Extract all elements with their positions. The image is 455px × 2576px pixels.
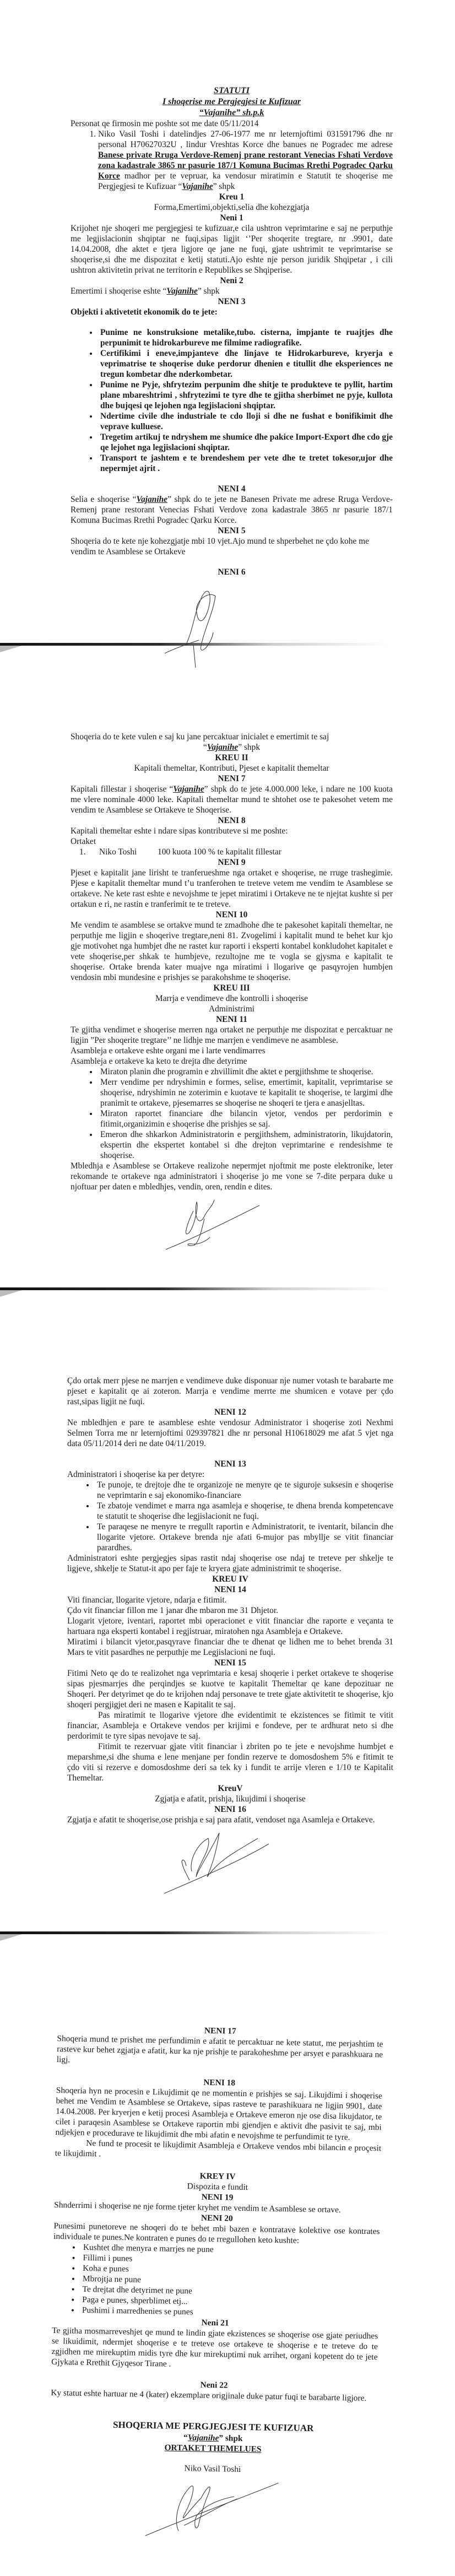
section-subtitle xyxy=(71,993,393,1004)
page-3 xyxy=(67,1376,393,1921)
bullet-list xyxy=(71,327,393,474)
list-item xyxy=(98,1129,393,1161)
page-break xyxy=(0,1931,455,1934)
text-run: Shoqeria hyn ne procesin e Likujdimit qe ne momentin e prishjes se saj. Likujdimi i shoqerise behet me Vendim te Asamblese se Ortakeve, sipas rasteve te parashikuara ne ligjin 9901, date 14.04.2008. Per kryerjen e ketij procesi Asambleja e Ortakeve emeron nje ose disa likujdator, te cilet i paraqesin Asamblese se Ortakeve raportin mbi gjendjen e aktivit dhe pasivit te saj, mbi ndjekjen e procedurave te likujdimit dhe mbi afatin e nevojshme te perfundimit te tyre. xyxy=(55,2085,382,2142)
signature-mark xyxy=(159,1827,302,1921)
shareholder-value: 100 kuota 100 % te kapitalit fillestar xyxy=(158,847,281,857)
company-name: Vajanihe xyxy=(136,495,167,504)
text-run: NENI 8 xyxy=(218,816,246,825)
text-run: Fitimi Neto qe do te realizohet nga veprimtaria e kesaj shoqerie i perket ortakeve te shoqerise sipas pjesmarrjes dhe perqindjes se kuotve te kapitalit Themeltar qe kane depozituar ne Shoqeri. Per detyrimet qe do te krijohen ndaj personave te trete gjate aktivitetit te shoqerise, kjo shoqeri pergjigjet deri ne masen e Kapitalit te saj. xyxy=(67,1669,393,1709)
text-run: Niko Vasil Toshi xyxy=(184,2464,241,2474)
section-heading xyxy=(71,296,393,307)
text-run: Te gjitha vendimet e shoqerise merren nga ortaket ne perputhje me dispozitat e percaktuar ne ligjin ”Per shoqerite tregtare’’ ne lidhje me marrjen e vendimeve ne asamblese. xyxy=(71,1025,393,1045)
page-4 xyxy=(48,2023,383,2573)
paragraph xyxy=(71,536,393,557)
list-item xyxy=(98,1077,393,1108)
text-run: NENI 20 xyxy=(201,2213,233,2223)
paragraph xyxy=(57,2033,383,2070)
spacer xyxy=(71,317,393,327)
section-subtitle xyxy=(71,1004,393,1014)
text-run: Neni 22 xyxy=(200,2380,228,2390)
text-run: Emertimi i shoqerise eshte “ xyxy=(71,286,167,296)
text-run: ” shpk do te jete 4.000.000 leke, i ndare ne 100 kuota me vlere nominale 4000 leke. Kapitali themeltar mund te shtohet ose te pakesohet vetem me vendim te Asamblese se Ortakeve te Shoqerise. xyxy=(71,784,393,815)
text-run: SHOQERIA ME PERGJEGJESI TE KUFIZUAR xyxy=(112,2419,314,2434)
section-heading xyxy=(71,773,393,784)
company-name: Vajanihe xyxy=(207,743,239,752)
text-run: Paga e punes, shperblimet etj... xyxy=(82,2294,188,2307)
text-run: Mbrojtja ne pune xyxy=(82,2274,142,2285)
text-run: Ky statut eshte hartuar ne 4 (kater) ekzemplare origjinale duke patur fuqi te barabarte ligjore. xyxy=(51,2388,367,2403)
section-subtitle xyxy=(67,1794,393,1804)
text-run: NENI 18 xyxy=(203,2077,236,2088)
section-heading xyxy=(71,213,393,223)
paragraph xyxy=(71,286,393,296)
list-item xyxy=(98,129,393,192)
text-run: Pjeset e kapitalit jane lirisht te tranferueshme nga ortaket e shoqerise, ne rruge trashegimie. Pjese e kapitalit themeltar mund t’u tranferohen te treteve vetem me vendim te Asamblese se ortakeve. Ne kete rast eshte e nevojshme te jepet miratimi i Ortakeve ne te njejtat kushte si per ortakun e ri, ne rastin e tranferimit te te treteve. xyxy=(71,868,393,909)
list-item xyxy=(98,1108,393,1129)
text-run: Me vendim te asamblese se ortakve mund te zmadhohe dhe te pakesohet kapitali themeltar, ne perputhje me ligjin e shoqerive tregtare,neni 81. Zvogelimi i kapitalit mund te behet kur kjo gje motivohet nga humbjet dhe ne rastet kur raporti i eksperti kontabel konkludohet kapitalet e vete shoqerise,per shkak te humbjeve, rezultojne me te vogla se gjysma e kapitalit te shoqerise. Ortake brenda kater muajve nga miratimi i llogarive qe pasqyrojen humbjen vendosin mbi mundesine e prishjes se parakohshme te shoqerise. xyxy=(71,921,393,982)
text-run: Emeron dhe shkarkon Administratorin e pergjithshem, administratorin, likujdatorin, ekspertin dhe ekspertet kontabel si dhe drejton veprimtarine e rendesishme te shoqerise. xyxy=(100,1130,393,1160)
paragraph xyxy=(67,1376,393,1407)
text-run: STATUTI xyxy=(214,86,250,95)
text-run: Fillimi i punes xyxy=(83,2253,133,2264)
text-run: Asambleja e ortakeve eshte organi me i larte vendimarres xyxy=(71,1046,266,1056)
text-run: NENI 14 xyxy=(214,1585,246,1594)
text-run: Te paraqese ne menyre te rregullt raportin e Administratorit, te iventarit, bilancin dhe llogarite vjetore. Ortakeve brenda nje afati 6-mujor pas mbyllje se vitit financiar parardhes. xyxy=(97,1522,393,1552)
spacer xyxy=(71,474,393,484)
paragraph xyxy=(71,1025,393,1046)
section-heading xyxy=(71,910,393,920)
text-run: Te punoje, te drejtoje dhe te organizoje ne menyre qe te siguroje suksesin e shoqerise ne veprimtarin e saj ekonomiko-financiare xyxy=(97,1480,393,1500)
text-run: Koha e punes xyxy=(83,2263,129,2274)
text-run: Fitimit te rezervuar gjate vitit financiar i zbriten po te jete e nevojshme humbjet e meparshme,si dhe shuma e lene menjane per fondin rezerve te domosdoshem 5% e fitimit te çdo viti si rezerve e domosdoshme deri sa tek ky i fundit te arrije vleren e 1/10 te Kapitalit Themeltar. xyxy=(67,1742,393,1783)
paragraph xyxy=(67,1710,393,1741)
section-heading xyxy=(71,983,393,993)
section-heading xyxy=(71,567,393,577)
paragraph xyxy=(71,920,393,983)
text-run: Kreu 1 xyxy=(219,192,245,202)
list-item xyxy=(98,411,393,432)
numbered-list xyxy=(71,129,393,192)
text-run: NENI 11 xyxy=(216,1015,247,1024)
text-run: Merr vendime per ndryshimin e formes, selise, emertimit, kapitalit, veprimtarise se shoqerise, ndryshimin ne zoterimin e kuotave te kapitalit te shoqerise, te largimi dhe pranimit te ortakeve, pjesemarres se shoqerise ne shoqeri te tjera e anasjelltas. xyxy=(100,1078,393,1108)
bullet-list xyxy=(52,2242,380,2320)
signature-mark xyxy=(160,1194,304,1288)
text-run: Miraton raportet financiare dhe bilancin vjetor, vendos per perdorimin e fitimit,organizimin e shoqerise dhe prishjes se saj. xyxy=(100,1109,393,1129)
document-title xyxy=(71,96,393,107)
paragraph xyxy=(67,1741,393,1783)
page-2 xyxy=(71,732,393,1288)
text-run: Neni 1 xyxy=(220,213,243,223)
text-run: madhor per te vepruar, ka vendosur miratimin e Statutit te shoqerise me Pergjegjesi te Kufizuar “ xyxy=(98,171,393,191)
signature xyxy=(67,1827,393,1921)
paragraph xyxy=(67,1595,393,1605)
text-run: Punime ne konstruksione metalike,tubo. cisterna, impjante te ruajtjes dhe perpunimit te hidrokarbureve me filmime radiografike. xyxy=(100,328,393,348)
text-run: Viti financiar, llogarite vjetore, ndarja e fitimit. xyxy=(67,1595,227,1605)
text-run: Neni 2 xyxy=(220,276,243,285)
text-run: ” shpk do te jete ne Banesen Private me adrese Rruga Verdove- Remenj prane restorant Venecias Fshati Verdove zona kadastrale 3865 nr pasurie 187/1 Komuna Bucimas Rrethi Pogradec Qarku Korce. xyxy=(71,495,393,525)
paragraph xyxy=(51,2325,378,2373)
section-heading xyxy=(71,275,393,286)
paragraph xyxy=(67,1637,393,1658)
signature-mark xyxy=(139,2475,284,2572)
text-run: Ne mbledhjen e pare te asamblese eshte vendosur Administrator i shoqerise zoti Nexhmi Selmen Torra me nr leternjoftimi 029397821 dhe nr personal H10618029 me afat 5 vjet nga data 05/11/2014 deri ne date 04/11/2019. xyxy=(67,1418,393,1448)
bullet-list xyxy=(71,1067,393,1161)
paragraph xyxy=(71,307,393,317)
page-1 xyxy=(71,85,393,673)
text-run: Ne fund te procesit te likujdimit Asambleja e Ortakeve vendos mbi bilancin e proçesit te likujdimit . xyxy=(55,2138,382,2159)
text-run: Shnderrimi i shoqerise ne nje forme tjeter kryhet me vendim te Asamblese se ortave. xyxy=(54,2200,341,2215)
text-run: Tregetim artikuj te ndryshem me shumice dhe pakice Import-Export dhe cdo gje qe lejohet nga legjislacioni shqiptar. xyxy=(100,432,393,452)
text-run: Pas miratimit te llogarive vjetore dhe evidentimit te ekzistences se fitimit te vitit financiar, Asambleja e Ortakeve vendos per krijimi e fondeve, per te ardhurat neto si dhe perdorimit te tyre sipas nevojave te saj. xyxy=(67,1711,393,1741)
paragraph xyxy=(71,868,393,910)
text-run: NENI 12 xyxy=(214,1408,246,1417)
text-run: NENI 5 xyxy=(218,526,246,535)
section-heading xyxy=(71,484,393,494)
text-run: KREU III xyxy=(213,983,250,993)
text-run: KREU IV xyxy=(212,1574,248,1584)
section-heading xyxy=(67,1584,393,1595)
section-heading xyxy=(71,1014,393,1025)
paragraph xyxy=(71,732,393,742)
paragraph xyxy=(67,1469,393,1480)
paragraph xyxy=(67,1417,393,1449)
section-heading xyxy=(71,857,393,868)
section-heading xyxy=(67,1783,393,1794)
spacer xyxy=(71,557,393,567)
section-subtitle xyxy=(71,202,393,213)
signature xyxy=(48,2474,376,2573)
text-run: Punesimi punetoreve ne shoqeri do te behet mbi bazen e kontratave kolektive ose kontrates individuale te punes.Ne kontraten e punes do te rregullohen keto kushte: xyxy=(53,2221,380,2245)
text-run: KreuV xyxy=(218,1784,243,1793)
section-heading xyxy=(71,753,393,763)
paragraph xyxy=(67,1815,393,1825)
paragraph xyxy=(67,1668,393,1710)
list-item xyxy=(98,453,393,474)
text-run: Personat qe firmosin me poshte sot me date 05/11/2014 xyxy=(71,119,259,128)
address-emphasis: Banese private Rruga Verdove-Remenj prane restorant Venecias Fshati Verdove zona kadastrale 3865 nr pasurie 187/1 Komuna Bucimas Rrethi Pogradec Qarku Korce xyxy=(98,150,393,181)
text-run: Zgjatja e afatit te shoqerise,ose prishja e saj para afatit, vendoset nga Asamleja e Ortakeve. xyxy=(67,1815,375,1825)
text-run: NENI 6 xyxy=(218,567,246,577)
paragraph xyxy=(55,2085,382,2143)
company-name: Vajanihe xyxy=(173,784,204,794)
text-run: “Vajanihe” sh.p.k xyxy=(199,108,264,117)
text-run: Mbledhja e Asamblese se Ortakeve realizohe nepermjet njoftmit me poste elektronike, leter rekomande te ortakeve nga administratori i shoqerise jo me vone se 7-dite perpara duke u njoftuar per daten e mbledhjes, vendin, oren, rendin e dites. xyxy=(71,1161,393,1192)
text-run: NENI 4 xyxy=(218,484,246,494)
text-run: NENI 13 xyxy=(214,1459,246,1469)
text-run: Asambleja e ortakeve ka keto te drejta dhe detyrime xyxy=(71,1057,247,1066)
text-run: Çdo vit financiar fillon me 1 janar dhe mbaron me 31 Dhjetor. xyxy=(67,1606,278,1615)
paragraph xyxy=(71,223,393,275)
paragraph xyxy=(71,1056,393,1067)
text-run: Miraton planin dhe programin e zhvillimit dhe aktet e pergjithshme te shoqerise. xyxy=(100,1067,373,1076)
section-heading xyxy=(67,1574,393,1584)
text-run: Marrja e vendimeve dhe kontrolli i shoqerise xyxy=(155,994,308,1003)
text-run: NENI 10 xyxy=(215,910,248,919)
list-item xyxy=(95,1522,393,1553)
text-run: Pushimi i marredhenies se punes xyxy=(82,2305,193,2317)
text-run: Certifikimi i eneve,impjanteve dhe linjave te Hidrokarbureve, kryerja e veprimatrise te shoqerise duke perdorur dhenien e titullit dhe eksperiences ne tregun kombetar dhe nderkombetar. xyxy=(100,349,393,379)
text-run: Selia e shoqerise “ xyxy=(71,495,137,504)
company-name: Vajanihe xyxy=(182,182,213,191)
company-name: Vajanihe xyxy=(166,286,198,296)
text-run: NENI 17 xyxy=(204,2026,236,2036)
text-run: Shoqeria do te kete vulen e saj ku jane percaktuar inicialet e emertimit te saj xyxy=(71,732,329,742)
text-run: Kushtet dhe menyra e marrjes ne pune xyxy=(83,2242,214,2255)
paragraph xyxy=(71,836,393,847)
text-run: Shoqeria mund te prishet me perfundimin e afatit te percaktuar ne kete statut, me perjashtim te rasteve kur behet zgjatja e afatit, kur ka nje prishje te parakoheshme per arsyet e parashkuara ne ligj. xyxy=(56,2033,383,2065)
list-item xyxy=(98,327,393,348)
text-run: Transport te jashtem e te brendeshem per vete dhe te tretet tokesor,ujor dhe nepermjet ajrit . xyxy=(100,453,393,473)
spacer xyxy=(67,1449,393,1459)
paragraph xyxy=(71,1046,393,1056)
text-run: NENI 16 xyxy=(214,1805,246,1814)
text-run: Ortaket xyxy=(71,837,96,846)
list-item xyxy=(98,432,393,453)
section-heading xyxy=(67,1459,393,1469)
signature xyxy=(71,1194,393,1288)
paragraph xyxy=(67,1616,393,1637)
text-run: Ndertime civile dhe industriale te cdo lloji si dhe ne fushat e bonifikimit dhe veprave kulluese. xyxy=(100,412,393,431)
paragraph xyxy=(71,784,393,815)
text-run: Objekti i aktivetetit ekonomik do te jete: xyxy=(71,307,218,317)
text-run: Forma,Emertimi,objekti,selia dhe kohezgjatja xyxy=(154,203,310,212)
shareholder-name: Niko Toshi xyxy=(99,847,137,857)
text-run: NENI 3 xyxy=(218,297,246,306)
text-run: Dispozita e fundit xyxy=(187,2182,248,2193)
text-run: Kapitali themeltar eshte i ndare sipas kontributeve si me poshte: xyxy=(71,826,288,836)
text-run: Llogarit vjetore, iventari, raportet mbi operacionet e vitit financiar dhe raporte e veçanta te hartuara nga eksperti kontabel i regjistruar, miratohen nga Asambleja e Ortakeve. xyxy=(67,1616,393,1636)
text-run: “ xyxy=(203,743,207,752)
text-run: NENI 7 xyxy=(218,774,246,783)
section-heading xyxy=(71,192,393,202)
text-run: NENI 19 xyxy=(201,2192,234,2202)
document-title xyxy=(71,107,393,118)
text-run: Miratimi i bilancit vjetor,pasqyrave financiar dhe te dhenat qe lidhen me to behet brenda 31 Mars te vitit pasardhes ne perputhje me Legjislacioni ne fuqi. xyxy=(67,1637,393,1657)
section-heading xyxy=(71,815,393,826)
text-run: Krijohet nje shoqeri me pergjegjesi te kufizuar,e cila ushtron veprimtarine e saj ne perputhje me legjislacionin shqiptar ne fuqi,sipas ligjit ‘’Per shoqerite tregtare, nr .9901, date 14.04.2008, dhe aktet e tjera ligjore qe jane ne fuqi, gjate ushtrimit te veprimtarise se shoqerise,si dhe me dispozitat e ketij statuti.Ajo eshte nje person juridik Shqipetar , i cili ushtron aktivitetin privat ne territorin e Republikes se Shqiperise. xyxy=(71,224,393,275)
text-run: Punime ne Pyje, shfrytezim perpunim dhe shitje te produkteve te pyllit, hartim plane mbareshtrimi , shfrytezimi te tyre dhe te gjitha sherbimet ne pyje, kullota dhe bujqesi qe lejohen nga legjislacioni shqiptar. xyxy=(100,380,393,410)
list-item xyxy=(98,1067,393,1077)
text-run: Administratori i shoqerise ka per detyre: xyxy=(67,1470,205,1479)
shareholder-num: 1. xyxy=(79,847,86,857)
text-run: Te drejtat dhe detyrimet ne pune xyxy=(82,2284,193,2296)
list-item xyxy=(98,380,393,411)
text-run: Kapitali themeltar, Kontributi, Pjeset e kapitalit themeltar xyxy=(134,764,329,773)
text-run: I shoqerise me Pergjegjesi te Kufizuar xyxy=(162,97,301,106)
section-heading xyxy=(67,1658,393,1668)
document-title xyxy=(71,85,393,96)
text-run: ” shpk xyxy=(238,743,261,752)
paragraph xyxy=(71,494,393,526)
signature xyxy=(71,580,393,673)
text-run: ” shpk xyxy=(219,2433,243,2443)
text-run: Neni 21 xyxy=(201,2318,229,2328)
section-subtitle xyxy=(71,742,393,753)
paragraph xyxy=(71,118,393,129)
text-run: Shoqeria do te kete nje kohezgjatje mbi 10 vjet.Ajo mund te shperbehet ne çdo kohe me vendim te Asamblese se Ortakeve xyxy=(71,537,369,556)
text-run: NENI 9 xyxy=(218,858,246,867)
text-run: Te zbatoje vendimet e marra nga asamleja e shoqerise, te dhena brenda kompetencave te statutit te shoqerise dhe legjislacionit ne fuqi. xyxy=(97,1501,393,1521)
shareholder-row xyxy=(71,847,393,857)
text-run: “ xyxy=(183,2433,188,2443)
section-heading xyxy=(71,526,393,536)
section-subtitle xyxy=(71,763,393,773)
text-run: ” shpk xyxy=(197,286,220,296)
paragraph xyxy=(67,1553,393,1574)
text-run: ” shpk xyxy=(213,182,235,191)
text-run: Çdo ortak merr pjese ne marrjen e vendimeve duke disponuar nje numer votash te barabarte me pjeset e kapitalit qe ai zoteron. Marrja e vendime merrte me shumicen e votave per çdo rast,sipas ligjit ne fuqi. xyxy=(67,1376,393,1406)
bullet-list xyxy=(67,1480,393,1553)
text-run: Zgjatja e afatit, prishja, likujdimi i shoqerise xyxy=(155,1794,306,1804)
text-run: Administrimi xyxy=(209,1004,254,1014)
list-item xyxy=(95,1501,393,1522)
text-run: NENI 15 xyxy=(214,1658,246,1668)
text-run: Kapitali fillestar i shoqerise “ xyxy=(71,784,174,794)
paragraph xyxy=(71,1161,393,1192)
text-run: Niko Vasil Toshi i datelindjes 27-06-1977 me nr leternjoftimi 031591796 dhe nr personal H70627032U , lindur Vreshtas Korce dhe banues ne Pogradec me adrese xyxy=(98,129,393,149)
list-item xyxy=(98,348,393,380)
text-run: Administratori eshte pergjegjes sipas rastit ndaj shoqerise ose ndaj te treteve per shkelje te ligjeve, shkelje te Statut-it apo per faje te kryera gjate administrimit te shoqerise. xyxy=(67,1554,393,1573)
section-heading xyxy=(67,1407,393,1417)
list-item xyxy=(95,1480,393,1501)
signature-mark xyxy=(160,580,304,673)
text-run: ORTAKET THEMELUES xyxy=(164,2443,262,2454)
company-name: Vajanihe xyxy=(187,2433,219,2443)
text-run: KREY IV xyxy=(199,2171,236,2182)
paragraph xyxy=(67,1605,393,1616)
section-heading xyxy=(67,1804,393,1815)
text-run: Te gjitha mosmarreveshjet qe mund te lindin gjate ekzistences se shoqerise ose gjate periudhes se likuidimit, ndermjet shoqerise e te treteve ose ortakeve te shoqerise e te treteve do te zgjidhen me mirekuptim midis tyre dhe kur mirekuptimi nuk arrihet, organi kopetent do te jete Gjykata e Rrethit Gjyqesor Tirane . xyxy=(51,2325,378,2369)
paragraph xyxy=(71,826,393,836)
text-run: KREU II xyxy=(215,753,248,762)
